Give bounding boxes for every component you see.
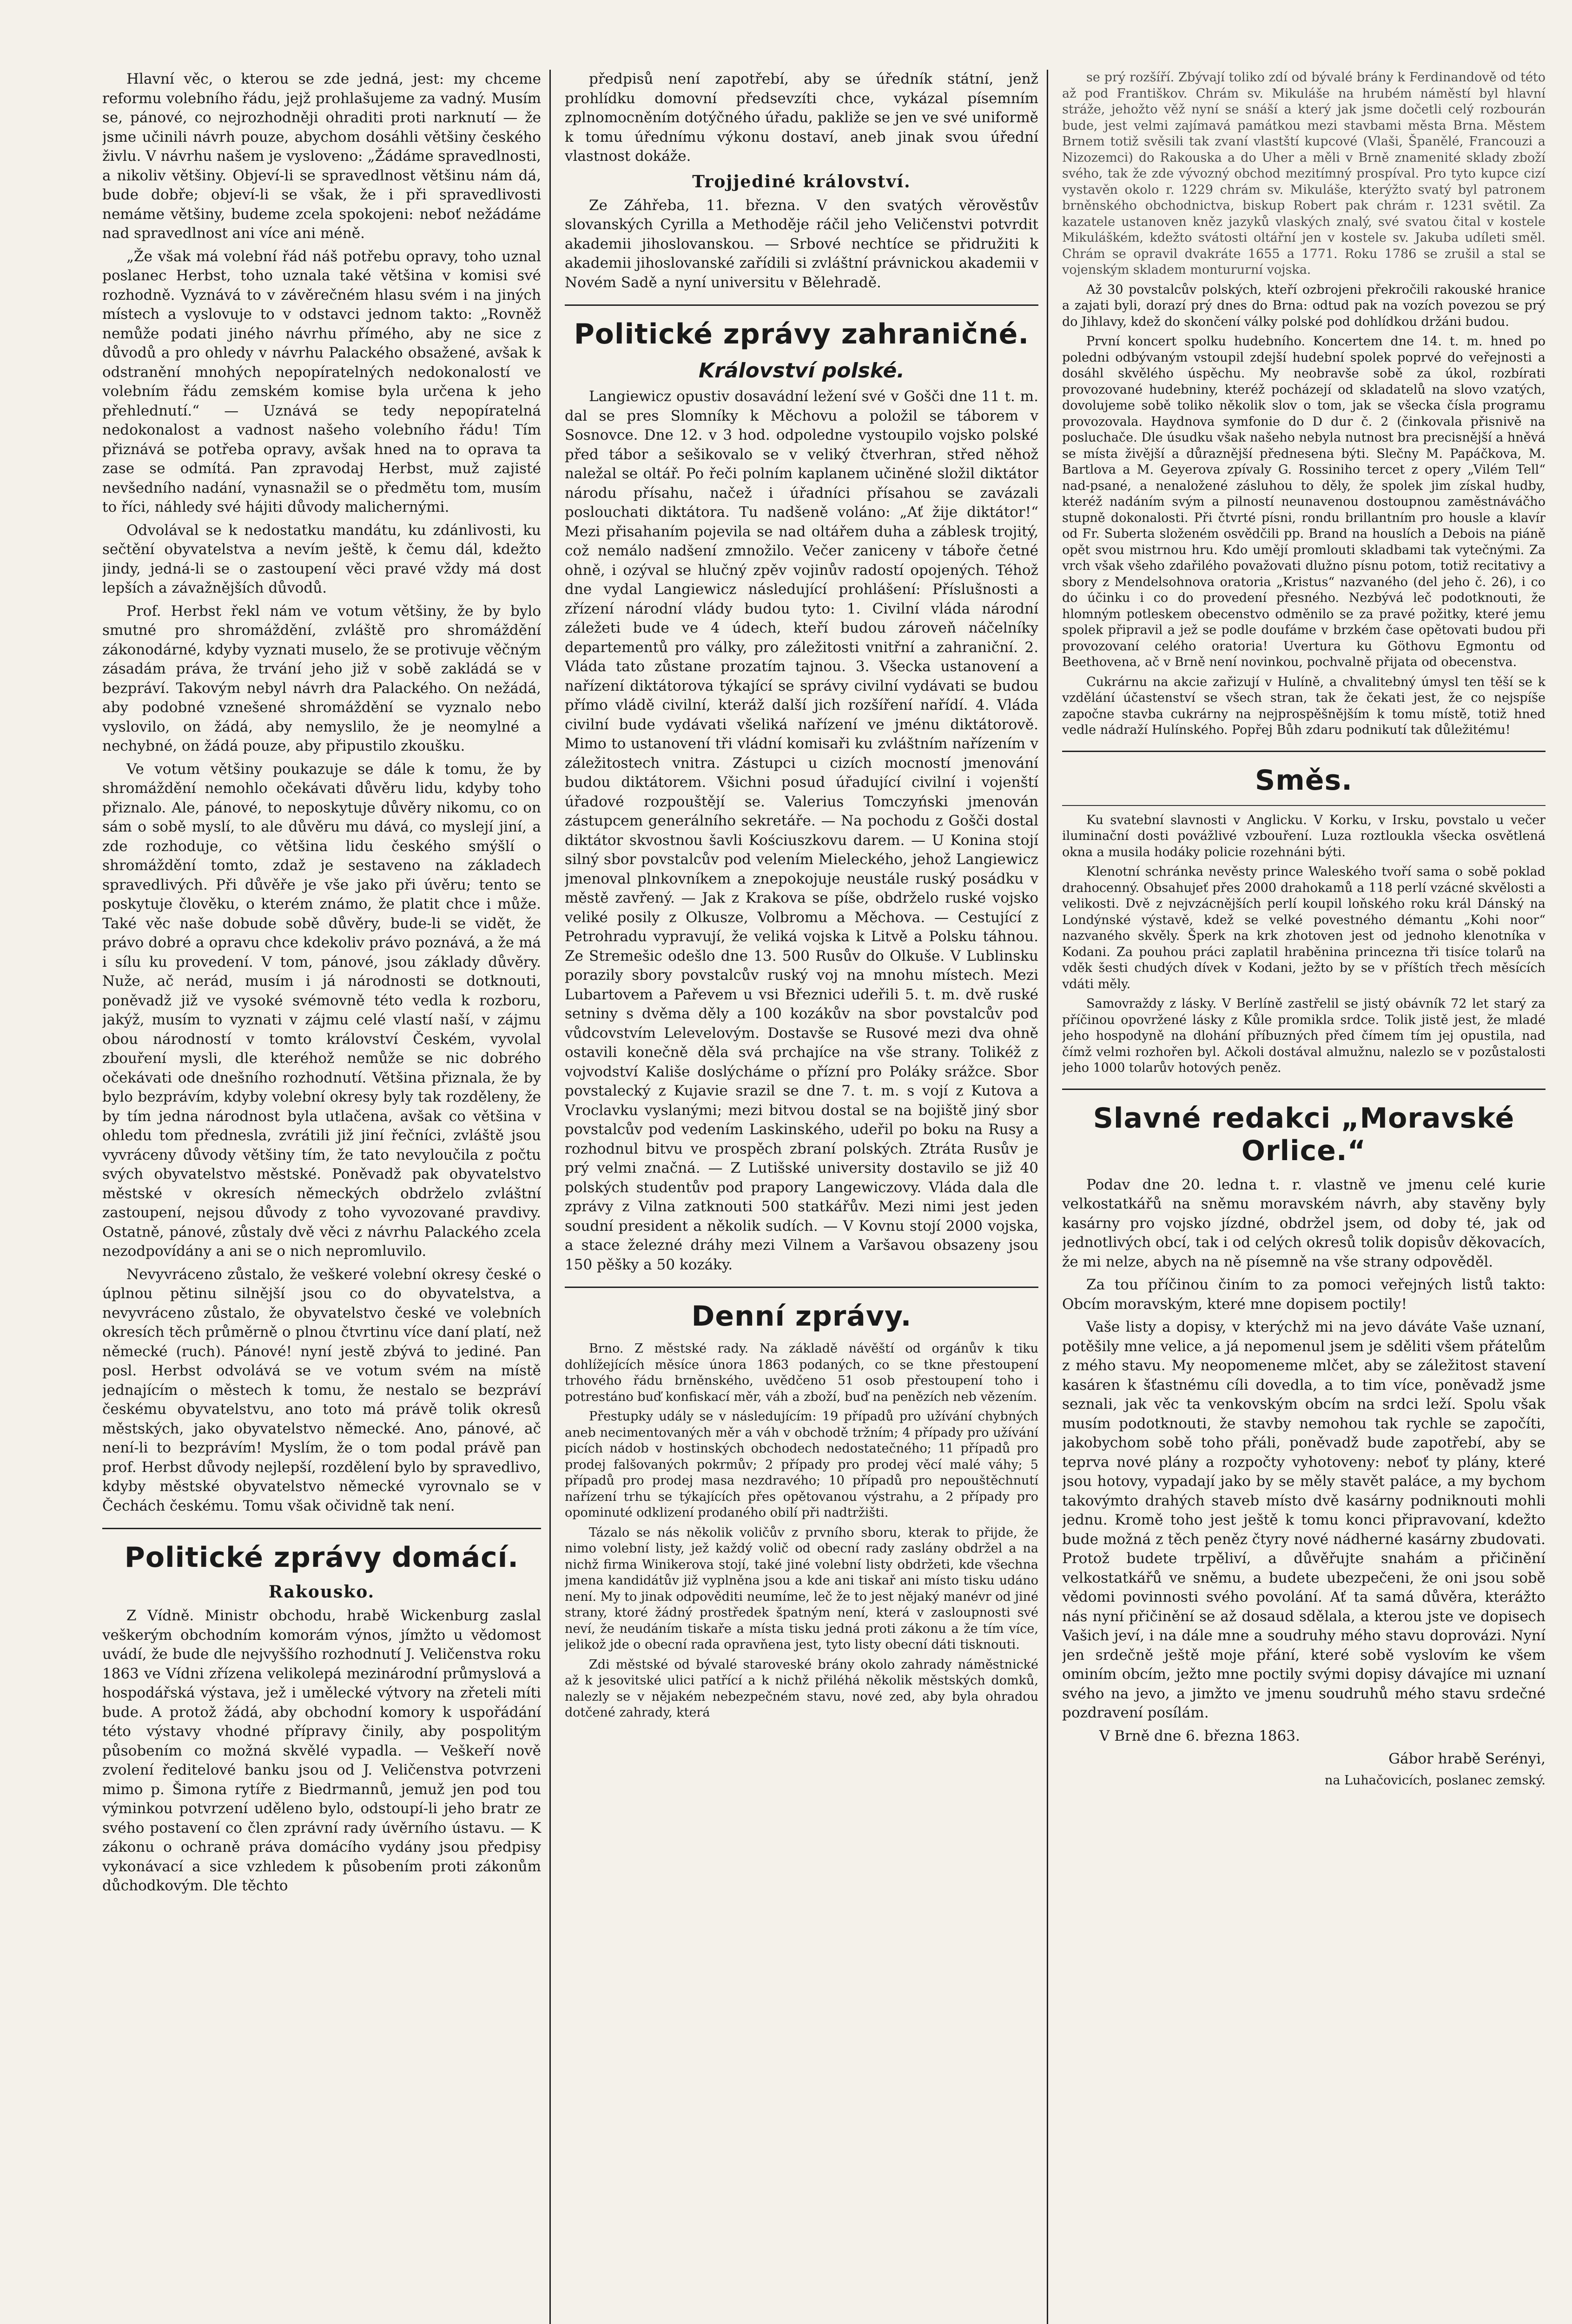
letter-paragraph: Vaše listy a dopisy, v kterýchž mi na jevo dáváte Vaše uznaní, potěšily mne velice, a já nepomenul jsem je sděliti všem přátelům z mého stavu. My neopomeneme mlčet, aby se záležitost stavení kasáren k šťastnému cíli dovedla, a to tim více, poněvadž jsme seznali, jak věc ta venkovským obcím na srdci leží. Spolu však musím podotknouti, že stavby nemohou tak rychle se započíti, jakobychom sobě toho přáli, poněvadž bude zapotřebí, aby se teprva nové plány a rozpočty vyhotoveny: neboť ty plány, které jsou hotovy, vypadají jako by se měly stavět paláce, a my bychom takovýmto drahých staveb místo dvě kasárny podniknouti mohli jednu. Kromě toho jest ještě k tomu konci připravovaní, kdežto bude možná z těch peněz čtyry nové nádherné kasárny zbudovati. Protož budete trpěliví, a důvěřujte snahám a přičinění velkostatkářů ve sněmu, a budete ubezpečeni, že oni jsou sobě vědomi povinnosti svého povolání. Ať ta samá důvěra, kterážto nás nyní přičinění se až dosaud sdělala, a kterou jste ve dopisech Vašich jeví, i na dále mne a soudruhy mého stavu doprovázi. Nyní jen srdečně ještě moje přání, které sobě vyslovím ke všem ominím obcím, ježto mne poctily svými dopisy dávajíce mi uznaní svého na jevo, a jimžto ve jmenu soudruhů mého stavu srdečné pozdravení posílám. [1062,1319,1546,1721]
column-1 [102,70,551,2324]
section-heading-foreign: Politické zprávy zahraničné. [574,318,1030,350]
speech-paragraph: Odvolával se k nedostatku mandátu, ku zdánlivosti, ku sečtění obyvatelstva a nevím ještě, k čemu dál, kdežto jindy, jedná-li se o zastoupení věci pravé vždy má dost lepších a závažnějších důvodů. [102,522,541,596]
news-paragraph: Brno. Z městské rady. Na základě návěští od orgánův k tiku dohlížejících měsíce února 1863 podaných, co se tkne přestoupení trhového řádu brněnského, uvědčeno 51 osob přestoupení toho i potrestáno buď konfiskací měr, váh a zboží, buď na penězích neb vězením. [565,1341,1038,1404]
speech-paragraph: Nevyvráceno zůstalo, že veškeré volební okresy české o úplnou pětinu silnější jsou co do obyvatelstva, a nevyvráceno zůstalo, že obyvatelstvo české ve volebních okresích těch průměrně o plnou čtvrtinu více daní platí, než německé (ruch). Pánové! nyní jestě zbývá to jediné. Pan posl. Herbst odvolává se ve votum svém na místě jednajícím o městech k tomu, že nestalo se bezpráví českému obyvatelstvu, ano toto má právě tolik okresů městských, jako obyvatelstvo německé. Ano, pánové, ač není-li to bezprávím! Myslím, že o tom podal právě pan prof. Herbst důvody nejlepší, rozdělení bylo by spravedlivo, kdyby městské obyvatelstvo německé vyrovnalo se v Čechách českému. Tomu však očividně tak není. [102,1266,542,1514]
news-paragraph: Zdi městské od bývalé staroveské brány okolo zahrady náměstnické až k jesovitské ulici patřící a k nichž přiléhá několik městských domků, nalezly se v nějakém nebezpečném stavu, nové zed, aby byla ohradou dotčené zahrady, která [565,1657,1038,1720]
subheading-kingdom-poland: Království polské. [698,359,905,383]
speech-paragraph: Hlavní věc, o kterou se zde jedná, jest: my chceme reformu volebního řádu, jejž prohlašujeme za vadný. Musím se, pánové, co nejrozhodněji ohraditi proti narknutí — že jsme učinili návrh pouze, abychom dosáhli většiny českého živlu. V návrhu našem je vysloveno: „Žádáme spravedlnosti, a nikoliv většiny. Objeví-li se spravedlnost většinu nám dá, bude dobře; objeví-li se však, že i při spravedlivosti nemáme většiny, budeme zcela spokojeni: neboť nežádáme nad spravedlnost ani více ani méně. [102,71,541,242]
letter-date: V Brně dne 6. března 1863. [1099,1727,1300,1744]
section-heading-domestic: Politické zprávy domácí. [124,1541,519,1574]
news-paragraph: Cukrárnu na akcie zařizují v Hulíně, a chvalitebný úmysl ten těší se k vzdělání účastenství se všech stran, tak že čekati jest, že co nejspíše započne stavba cukrárny na nejprospěšnějším k tomu místě, totiž hned vedle nádraží Hulínského. Popřej Bůh zdaru podnikutí tak důležitému! [1062,674,1546,737]
section-divider [565,1287,1038,1288]
news-paragraph: Z Vídně. Ministr obchodu, hrabě Wickenburg zaslal veškerým obchodním komorám výnos, jímžto u vědomost uvádí, že bude dle nejvyššího rozhodnutí J. Veličenstva roku 1863 ve Vídni zřízena velikolepá mezinárodní průmyslová a hospodářská výstava, jež i umělecké výtvory na zřeteli míti bude. A protož žádá, aby obchodní komory k uspořádání této výstavy vhodné přípravy činily, aby pospolitým působením co možná skvělé vypadla. — Veškeří nově zvolení ředitelové banku jsou od J. Veličenstva potvrzeni mimo p. Šimona rytíře z Biedrmannů, jemuž jen pod tou výminkou potvrzení uděleno bylo, odstoupí-li jeho bratr ze svého postavení co člen zprávní rady úvěrního ústavu. — K zákonu o ochraně práva domácího vydány jsou předpisy vykonávací a sice vzhledem k působením proti zákonům důchodkovým. Dle těchto [102,1607,541,1894]
news-paragraph: Klenotní schránka nevěsty prince Waleského tvoří sama o sobě poklad drahocenný. Obsahujeť přes 2000 drahokamů a 118 perlí vzácné skvělosti a velikosti. Dvě z nejvzácnějších perlí koupil loňského roku král Dánský na Londýnské výstavě, kdež se velké povestného démantu „Kohi noor“ nazvaného skvěly. Šperk na krk zhotoven jest od jednoho klenotníka v Kodani. Za pouhou práci zaplatil hraběnina princezna tři tisíce tolarů na vděk šesti chudých dívek v Kodani, ježto by se v příštích třech měsících vdáti měly. [1062,865,1546,991]
section-heading-editor-letter: Slavné redakci „Moravské Orlice.“ [1093,1102,1515,1167]
section-divider [1062,1089,1546,1090]
speech-paragraph: „Že však má volební řád náš potřebu opravy, toho uznal poslanec Herbst, toho uznala také většina v komisi své rozhodně. Vyznává to v závěrečném hlasu svém i na jiných místech a vyslovuje to v odstavci jednom takto: „Rovněž nemůže podati jiného návrhu přímého, aby ne sice z důvodů a pro ohledy v návrhu Palackého obsažené, avšak k odstranění mnohých nepopíratelných nedokonalostí ve volebním řádu zemském komise byla určena k jeho přehlednutí.“ — Uznává se tedy nepopíratelná nedokonalost a vadnost našeho volebního řádu! Tím přiznává se potřeba opravy, avšak hned na to oprava ta zase se odmítá. Pan zpravodaj Herbst, muž zajisté nevšedního nadání, vynasnažil se o předmětu tom, musím to říci, náhledy své hájiti důvody malichernými. [102,248,541,515]
news-paragraph: První koncert spolku hudebního. Koncertem dne 14. t. m. hned po poledni odbývaným vstoupil zdejší hudební spolek poprvé do veřejnosti a dosáhl skvělého úspěchu. My neobravše sobě za úkol, rozbírati provozované hudebniny, kteréž pocházejí od skladatelů na slovo vzatých, dovolujeme sobě toliko několik slov o tom, jak se všecka čísla programu provozovala. Haydnova symfonie do D dur č. 2 (činkovala přisnivě na posluchače. Dle úsudku však našeho nebyla nutnost bra precisnější a hněvá se místa živější a důraznější přednesena býti. Slečny M. Papáčkova, M. Bartlova a M. Geyerova zpívaly G. Rossiniho tercet z opery „Vilém Tell“ nad-psané, a nenaložené zásluhou to děly, že spolek jim získal hudby, kteréž nadáním svým a pilností neunavenou dostoupnou zaměstnáváčho stupně dokonalosti. Při čtvrté písni, rondu brillantním pro housle a klavír od Fr. Suberta složeném osvědčili pp. Brand na houslích a Debois na piáně opět svou mistrnou hru. Kdo umějí promlouti skladbami tak vytečnými. Za vrch však všeho zdařilého považovati dlužno písnu potom, totiž recitativy a sbory z Mendelsohnova oratoria „Kristus“ nazvaného (del jeho č. 26), i co do účinku i co do provedení přesného. Nezbývá leč podotknouti, že hlomným potleskem obecenstvo odměnilo se za pravé požitky, které jemu spolek připravil a jež se podle doufáme v brzkém čase opětovati budou při provozovaní celého oratoria! Uvertura ku Göthovu Egmontu od Beethovena, ač v Brně není novinkou, pochvalně přijata od obecenstva. [1062,334,1546,669]
column-3 [1062,70,1546,2324]
news-paragraph: předpisů není zapotřebí, aby se úředník státní, jenž prohlídku domovní předsevzíti chce, vykázal písemním zplnomocněním dotýčného úřadu, pakliže se jen ve své uniformě k tomu úřednímu výkonu dostaví, aneb jinak svou úřední vlastnost dokáže. [565,71,1038,165]
section-heading-miscellany: Směs. [1255,764,1353,797]
section-divider [565,304,1038,306]
section-divider [102,1528,541,1529]
news-paragraph: se prý rozšíří. Zbývají toliko zdí od bývalé brány k Ferdinandově od této až pod Františkov. Chrám sv. Mikuláše na hrubém náměstí byl hlavní stráže, jehožto věž nyní se snáší a který jak jsme dočetli celý rozbourán bude, jest velmi zajímavá památkou mezi stavbami města Brna. Městem Brnem totiž svěsili tak zvaní vlastští kupcové (Vlaši, Španělé, Francouzi a Nizozemci) do Rakouska a do Uher a měli v Brně znamenité sklady zboží svého, tak že zde vývozný obchod mezitímný prospíval. Pro tyto kupce cizí vystavěn okolo r. 1229 chrám sv. Mikuláše, kterýžto svatý byl patronem brněnského obchodnictva, biskup Robert pak chrám r. 1231 světil. Za kazatele ustanoven kněz jazyků vlaských znalý, své svatou čital v kostele Mikuláškém, kdežto svátosti oltářní jen v kostele sv. Jakuba udíleti směl. Chrám se opravil dvakráte 1655 a 1771. Roku 1786 se zrušil a stal se vojenským skladem montururní vojska. [1062,70,1546,277]
news-paragraph: Ku svatební slavnosti v Anglicku. V Korku, v Irsku, povstalo u večer iluminační dosti povážlivé vzbouření. Luza roztloukla všecka osvětlená okna a musila hodáky policie rozehnáni býti. [1062,812,1546,859]
section-heading-daily-news: Denní zprávy. [691,1300,912,1333]
section-divider [1062,751,1546,752]
news-paragraph: Samovraždy z lásky. V Berlíně zastřelil se jistý obávník 72 let starý za příčinou opovržené lásky z Kůle promikla srdce. Tolik jistě jest, že mladé jeho hospodyně na dlohání příbuzných před čímem tím jej opustila, nad čímž velmi rozhořen byl. Ačkoli dostával almužnu, nalezlo se v pozůstalosti jeho 1000 tolarův hotových peněz. [1062,997,1546,1075]
signature-name: Gábor hrabě Serényi, [1388,1750,1546,1767]
newspaper-columns [102,70,1546,2324]
letter-paragraph: Podav dne 20. ledna t. r. vlastně ve jmenu celé kurie velkostatkářů na sněmu moravském návrh, aby stavěny byly kasárny pro vojsko jízdné, obdržel jsem, od doby té, jak od jednotlivých obcí, tak i od celých okresů tolik dopisův děkovacích, že mi nelze, abych na ně písemně na vše strany odpověděl. [1062,1176,1546,1270]
column-2 [565,70,1048,2324]
subheading-austria: Rakousko. [268,1582,375,1602]
news-paragraph: Až 30 povstalcův polských, kteří ozbrojeni překročili rakouské hranice a zajati byli, dorazí prý dnes do Brna: odtud pak na vozích povezou se prý do Jihlavy, kdež do skončení války polské pod dohlídkou držáni budou. [1062,282,1546,329]
speech-paragraph: Prof. Herbst řekl nám ve votum většiny, že by bylo smutné pro shromáždění, zvláště pro shromáždění zákonodárné, kdyby vyznati muselo, že se protivuje věčným zásadám práva, že trvání jeho již v sobě zakládá se v bezpráví. Takovým nebyl návrh dra Palackého. On nežádá, aby podobné vznešené shromáždění se vyznalo nebo vyslovilo, on žádá, aby nemyslilo, že je neomylné a nechybné, on žádá pouze, aby připustilo zkoušku. [102,602,541,754]
news-paragraph: Tázalo se nás několik voličův z prvního sboru, kterak to přijde, že nimo volební listy, jež každý volič od obecní rady zaslány obdržel a na nichž firma Winikerova stojí, také jiné volební listy obdržeti, kde všechna jmena kandidátův již vyplněna jsou a kde ani tiskař ani místo tisku udáno není. My to jinak odpověditi neumíme, leč že to jest nějaký manévr od jiné strany, ktoré žádný prostředek špatným není, která v zasloupnosti své neví, že neudáním tiskaře a místa tisku jedná proti zákonu a že tím více, jelikož jde o obecní rada opravňena jest, tyto listy obecní dáti tisknouti. [565,1525,1038,1652]
news-paragraph: Ze Záhřeba, 11. března. V den svatých věrověstův slovanských Cyrilla a Methoděje ráčil jeho Veličenstvi potvrdit akademii jihoslovanskou. — Srbové nechtíce se přidružiti k akademii jihoslovanské zařídili si zvláštní právnickou akademii v Novém Sadě a nyní universitu v Bělehradě. [565,197,1038,291]
letter-paragraph: Za tou příčinou činím to za pomoci veřejných listů takto: Obcím moravským, které mne dopisem poctily! [1062,1276,1546,1313]
news-paragraph: Langiewicz opustiv dosavádní ležení své v Gošči dne 11 t. m. dal se pres Slomníky k Měchovu a položil se táborem v Sosnovce. Dne 12. v 3 hod. odpoledne vystoupilo vojsko polské před tábor a sešikovalo se v veliký čtverhran, střed něhož naležal se oltář. Po řeči polním kaplanem učiněné složil diktátor národu přísahu, načež i úřadníci přísahou se zavázali poslouchati diktátora. Tu nadšeně voláno: „Ať žije diktátor!“ Mezi přisahaním pojevila se nad oltářem duha a záblesk trojitý, což nemálo nadšení zmnožilo. Večer zaniceny v táboře četné ohně, i ozýval se hlučný zpěv vojinův radostí opojených. Téhož dne vydal Langiewicz následující prohlášení: Příslušnosti a zřízení národní vlády budou tyto: 1. Civilní vláda národní záležeti bude ve 4 údech, kteří budou zároveň náčelníky departementů pro války, pro záležitosti vnitřní a zahraniční. 2. Vláda tato zůstane prozatím tajnou. 3. Všecka ustanovení a nařízení diktátorova týkající se správy civilní vydávati se budou přímo vládě civilní, kteráž další jich rozšíření nařídí. 4. Vláda civilní bude vydávati všeliká nařízení ve jménu diktátorově. Mimo to ustanovení tři vládní komisaři ku zvláštním nařízením v záležitostech vnitra. Zástupci u cizích mocností jmenování budou diktátorem. Všichni posud úřadující civilní i vojenští úřadové rozpouštějí se. Valerius Tomczyński jmenován zástupcem generálního sekretáře. — Na pochodu z Gošči dostal diktátor skvostnou šavli Kościuszkovu darem. — U Konina stojí silný sbor povstalcův pod velením Mieleckého, jehož Langiewicz jmenoval plnkovníkem a znepokojuje neustále ruský posádku v městě zavřený. — Jak z Krakova se píše, obdrželo ruské vojsko veliké posily z Olkusze, Volbromu a Měchova. — Cestující z Petrohradu vypravují, že veliká vojska k Litvě a Polsku táhnou. Ze Stremešic odešlo dne 13. 500 Rusův do Olkuše. V Lublinsku porazily sbory povstalcův ruský voj na mnohu místech. Mezi Lubartovem a Pařevem u vsi Březnici udeřili 5. t. m. dvě ruské setniny s dvěma děly a 100 kozákův na sbor povstalcův pod vůdcovstvím Lelevelovým. Dostavše se Rusové mezi dva ohně ostavili konečně děla svá prchajíce na vše strany. Tolikéž z vojvodství Kališe doslýcháme o přízní pro Poláky srážce. Sbor povstalecký z Kujavie srazil se dne 7. t. m. s vojí z Kutova a Vroclavku vyslanými; mezi bitvou dostal se na bojiště jiný sbor povstalcův pod vedením Laskinského, udeřil po boku na Rusy a rozhodnul bitvu ve prospěch zbraní polských. Ztráta Rusův je prý velmi značná. — Z Lutišské university dostavilo se již 40 polských studentův pod prapory Langewiczovy. Vláda dala dle zprávy z Vilna zatknouti 500 statkářův. Mezi nimi jest jeden soudní president a několik sudích. — V Kovnu stojí 2000 vojska, a stace železné dráhy mezi Vilnem a Varšavou obsazeny jsou 150 pěšky a 50 kozáky. [565,388,1038,1273]
section-divider [1062,805,1546,806]
subheading-triune-kingdom: Trojjediné království. [692,172,911,191]
signature-title: na Luhačovicích, poslanec zemský. [1324,1773,1546,1788]
speech-paragraph: Ve votum většiny poukazuje se dále k tomu, že by shromáždění nemohlo očekávati důvěru lidu, kdyby toho přiznalo. Ale, pánové, to neposkytuje důvěry nikomu, co on sám o sobě myslí, to ale důvěru mu dává, co myslejí jiní, a zde rozhoduje, co většina lidu českého smýšlí o shromáždění tomto, zdaž je sestaveno na základech spravedlivých. Při důvěře je vše jako při úvěru; tento se poskytuje člověku, o kterém známo, že platit chce i může. Také věc naše dobude sobě důvěry, bude-li se vidět, že právo dobré a opravu chce kdekoliv právo poznává, a že má i sílu ku provedení. V tom, pánové, jsou základy důvěry. Nuže, ač nerád, musím i já národnosti se dotknouti, poněvadž již ve vysoké svémovně této vedla k rozboru, jakýž, musím to vyznati v zájmu celé vlastí naší, v zájmu obou národností v tomto království Českém, vyvolal zbouření mysli, dle kteréhož nemůže se nic dobrého očekávati ode dnešního rozhodnutí. Většina přiznala, že by bylo bezprávím, kdyby volební okresy byly tak rozděleny, že by tím jedna národnost byla utlačena, avšak co většina v ohledu tom přednesla, zvrátili již jiní řečníci, zvláště jsou vyvráceny důvody většiny tím, že tato nevyloučila z počtu svých obyvatelstvo městské. Poněvadž pak obyvatelstvo městské v okresích německých obdrželo zvláštní zastoupení, nejsou důvody z toho vyvozované pravdivy. Ostatně, pánové, zůstaly dvě věci z návrhu Palackého zcela nezodpovídány a ani se o nich nepromluvilo. [102,760,541,1260]
news-paragraph: Přestupky udály se v následujícím: 19 případů pro užívání chybných aneb necimentovaných měr a váh v obchodě tržním; 4 případy pro užívání picích nádob v hostinských obchodech nedostatečného; 11 případů pro prodej falšovaných pokrmův; 2 případy pro prodej věcí malé váhy; 5 případů pro prodej masa nezdravého; 10 případů pro nepouštěchnutí nařízení trhu se týkajících přes opětovanou výstrahu, a 2 případy pro opominuté odklizení prodaného obilí při nadtržišti. [565,1409,1038,1520]
